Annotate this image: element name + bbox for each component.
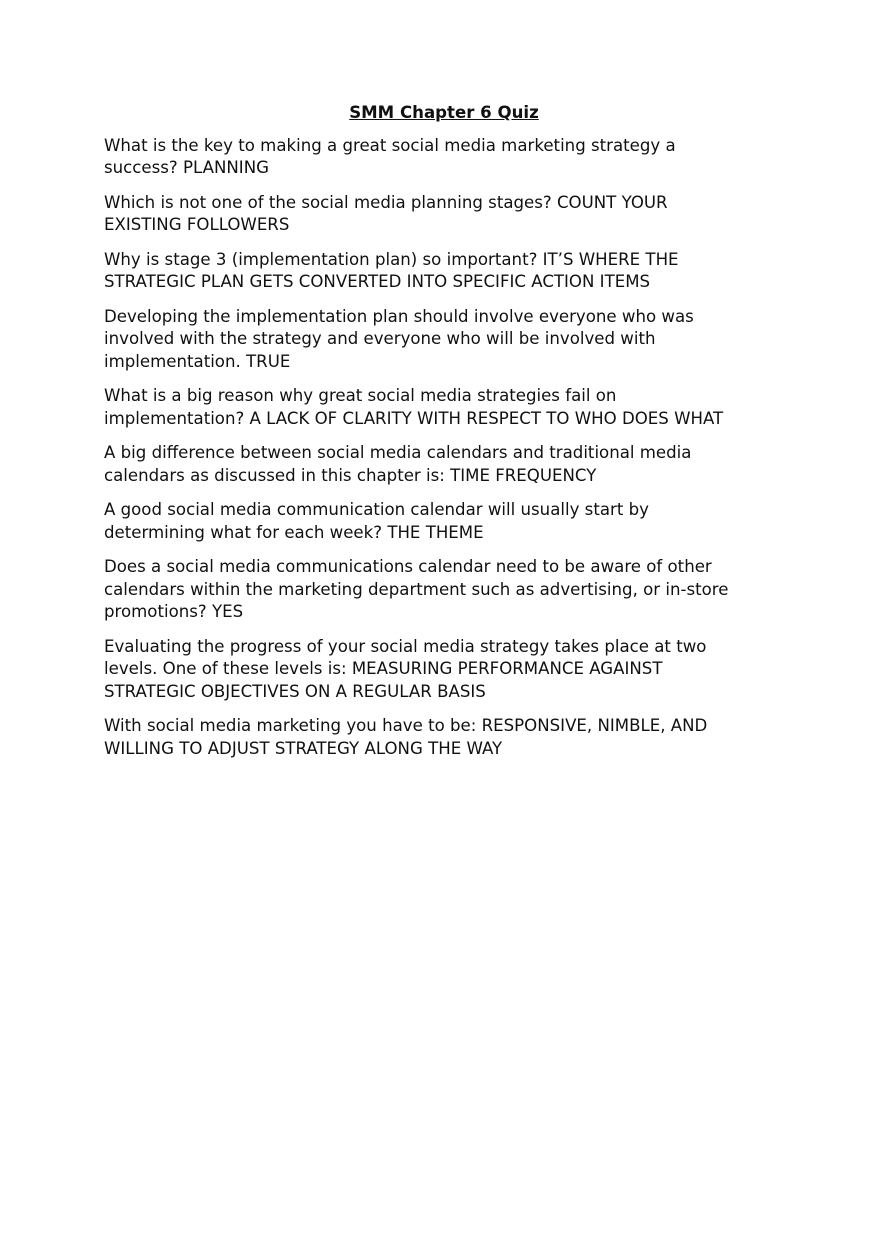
quiz-item: A good social media communication calendar will usually start by determining what for each week? THE THEME	[104, 500, 649, 542]
quiz-item: What is the key to making a great social media marketing strategy a success? PLANNING	[104, 135, 676, 177]
document-body	[104, 102, 784, 772]
quiz-item: A big difference between social media calendars and traditional media calendars as discussed in this chapter is: TIME FREQUENCY	[104, 443, 692, 485]
quiz-item: Does a social media communications calendar need to be aware of other calendars within the marketing department such as advertising, or in-store promotions? YES	[104, 557, 729, 621]
quiz-item: Why is stage 3 (implementation plan) so important? IT’S WHERE THE STRATEGIC PLAN GETS CONVERTED INTO SPECIFIC ACTION ITEMS	[104, 249, 679, 291]
document-title: SMM Chapter 6 Quiz	[349, 103, 539, 122]
quiz-item: With social media marketing you have to be: RESPONSIVE, NIMBLE, AND WILLING TO ADJUST STRATEGY ALONG THE WAY	[104, 716, 708, 758]
quiz-item: Developing the implementation plan should involve everyone who was involved with the strategy and everyone who will be involved with implementation. TRUE	[104, 306, 694, 371]
quiz-item: What is a big reason why great social media strategies fail on implementation? A LACK OF CLARITY WITH RESPECT TO WHO DOES WHAT	[104, 386, 724, 428]
quiz-item: Which is not one of the social media planning stages? COUNT YOUR EXISTING FOLLOWERS	[104, 192, 668, 234]
quiz-item: Evaluating the progress of your social media strategy takes place at two levels. One of these levels is: MEASURING PERFORMANCE AGAINST STRATEGIC OBJECTIVES ON A REGULAR BASIS	[104, 636, 707, 701]
